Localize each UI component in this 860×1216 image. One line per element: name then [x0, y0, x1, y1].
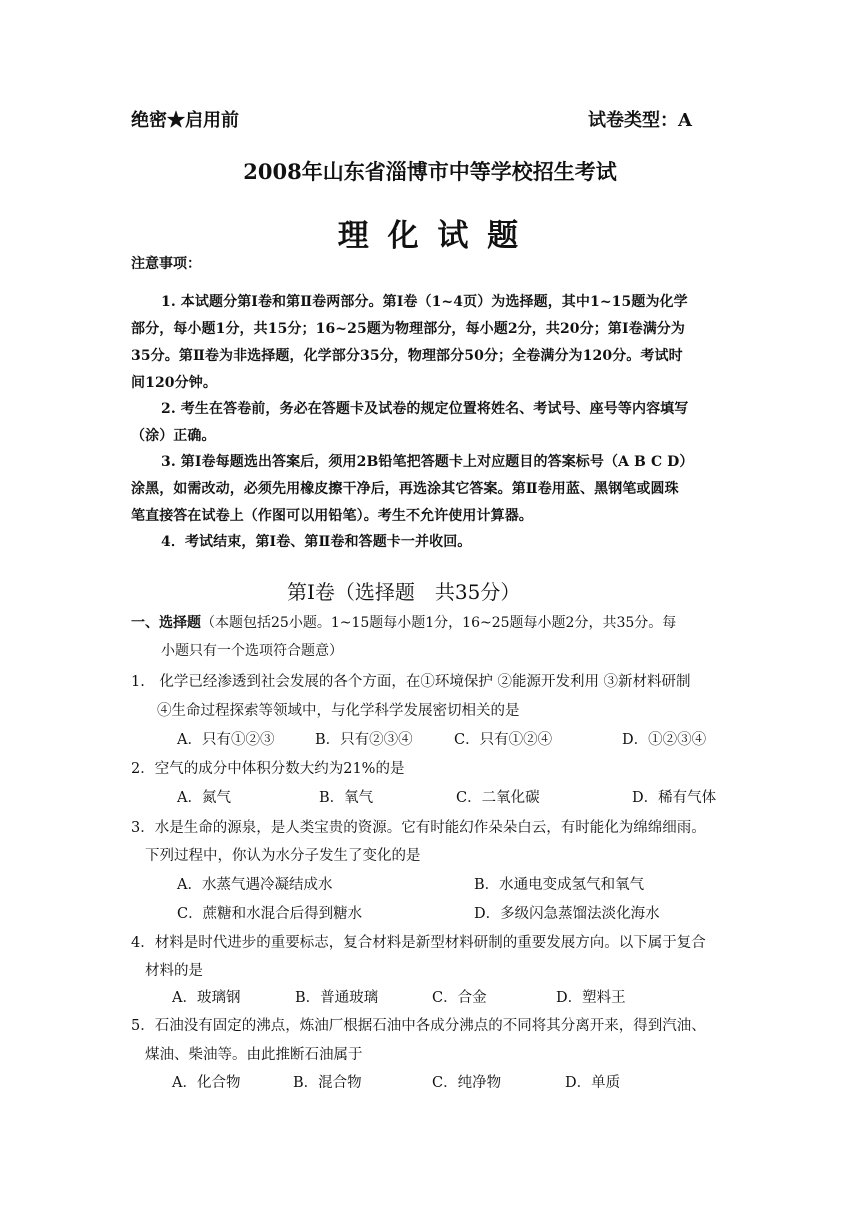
option-d[interactable]: D．单质	[565, 1075, 621, 1091]
option-d[interactable]: D．塑料王	[556, 990, 626, 1006]
notice-line: 涂黑，如需改动，必须先用橡皮擦干净后，再选涂其它答案。第Ⅱ卷用蓝、黑钢笔或圆珠	[131, 481, 679, 497]
notice-line: 笔直接答在试卷上（作图可以用铅笔）。考生不允许使用计算器。	[131, 508, 533, 524]
question-text: 下列过程中，你认为水分子发生了变化的是	[145, 848, 421, 864]
option-c[interactable]: C．合金	[432, 990, 487, 1006]
option-c[interactable]: C．只有①②④	[454, 732, 553, 748]
notice-heading: 注意事项：	[131, 256, 201, 272]
option-a[interactable]: A．水蒸气遇冷凝结成水	[177, 877, 333, 893]
option-d[interactable]: D．①②③④	[622, 732, 707, 748]
secret-label: 绝密★启用前	[131, 110, 239, 131]
option-d[interactable]: D．稀有气体	[632, 790, 717, 806]
question-text: 2．空气的成分中体积分数大约为21%的是	[131, 761, 405, 777]
option-b[interactable]: B．普通玻璃	[295, 990, 379, 1006]
question-text: 1. 化学已经渗透到社会发展的各个方面，在①环境保护 ②能源开发利用 ③新材料研制	[131, 674, 691, 690]
notice-line: 4．考试结束，第Ⅰ卷、第Ⅱ卷和答题卡一并收回。	[161, 534, 472, 550]
paper-type-label: 试卷类型：A	[588, 110, 692, 131]
option-c[interactable]: C．二氧化碳	[456, 790, 540, 806]
option-c[interactable]: C．蔗糖和水混合后得到糖水	[177, 906, 363, 922]
exam-title: 2008年山东省淄博市中等学校招生考试	[243, 159, 617, 184]
section-intro-text: （本题包括25小题。1~15题每小题1分，16~25题每小题2分，共35分。每	[201, 615, 677, 631]
question-text: 材料的是	[145, 963, 203, 979]
subject-title: 理 化 试 题	[337, 218, 523, 254]
option-a[interactable]: A．化合物	[172, 1075, 241, 1091]
notice-line: 部分，每小题1分，共15分；16~25题为物理部分，每小题2分，共20分；第Ⅰ卷满分为	[131, 321, 685, 337]
question-text: 4．材料是时代进步的重要标志，复合材料是新型材料研制的重要发展方向。以下属于复合	[131, 935, 706, 951]
option-b[interactable]: B．混合物	[293, 1075, 362, 1091]
option-b[interactable]: B．只有②③④	[315, 732, 413, 748]
question-text: 5．石油没有固定的沸点，炼油厂根据石油中各成分沸点的不同将其分离开来，得到汽油、	[131, 1018, 706, 1034]
question-text: 3．水是生命的源泉，是人类宝贵的资源。它有时能幻作朵朵白云，有时能化为绵绵细雨。	[131, 820, 706, 836]
option-b[interactable]: B．氧气	[319, 790, 374, 806]
question-text: 煤油、柴油等。由此推断石油属于	[145, 1047, 363, 1063]
notice-line: 2. 考生在答卷前，务必在答题卡及试卷的规定位置将姓名、考试号、座号等内容填写	[161, 401, 689, 417]
section-intro-label: 一、选择题	[131, 615, 201, 631]
option-c[interactable]: C．纯净物	[432, 1075, 502, 1091]
option-a[interactable]: A．氮气	[177, 790, 231, 806]
notice-line: （涂）正确。	[131, 428, 216, 444]
notice-line: 3. 第Ⅰ卷每题选出答案后，须用2B铅笔把答题卡上对应题目的答案标号（A B C D）	[161, 454, 694, 470]
option-d[interactable]: D．多级闪急蒸馏法淡化海水	[474, 906, 660, 922]
section-intro-text: 小题只有一个选项符合题意）	[161, 643, 343, 659]
question-text: ④生命过程探索等领域中，与化学科学发展密切相关的是	[157, 703, 520, 719]
section-title: 第Ⅰ卷（选择题 共35分）	[287, 580, 521, 604]
notice-line: 1. 本试题分第Ⅰ卷和第Ⅱ卷两部分。第Ⅰ卷（1~4页）为选择题，其中1~15题为化学	[161, 294, 688, 310]
option-b[interactable]: B．水通电变成氢气和氧气	[474, 877, 645, 893]
option-a[interactable]: A．只有①②③	[177, 732, 275, 748]
option-a[interactable]: A．玻璃钢	[172, 990, 241, 1006]
notice-line: 间120分钟。	[131, 375, 217, 391]
notice-line: 35分。第Ⅱ卷为非选择题，化学部分35分，物理部分50分；全卷满分为120分。考试时	[131, 348, 683, 364]
